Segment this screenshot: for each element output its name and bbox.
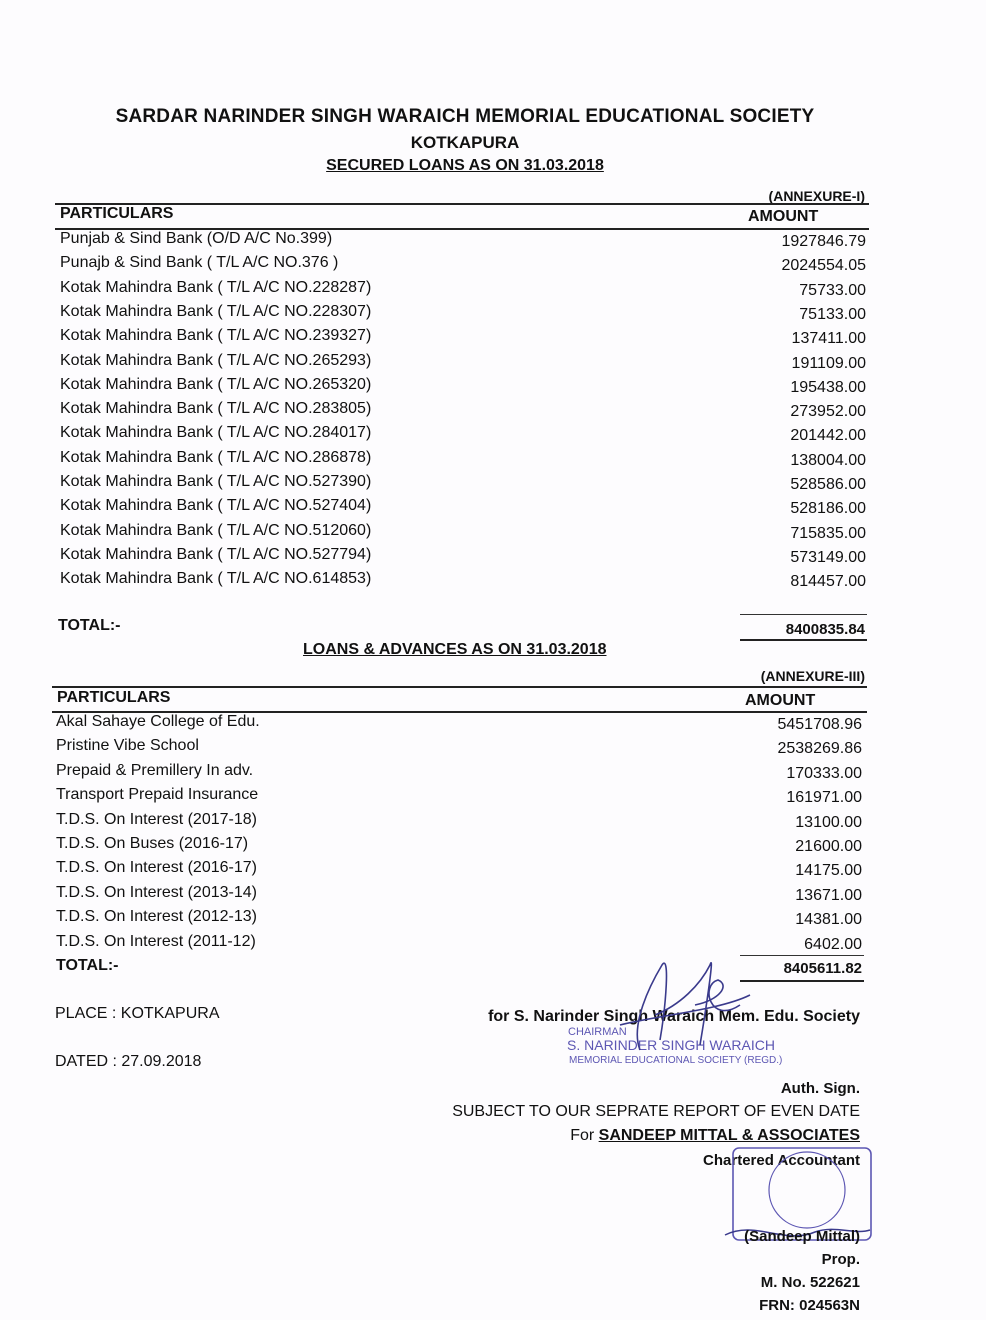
table-row [0, 884, 986, 908]
col-header-amount: AMOUNT [748, 208, 819, 225]
total-bottom-rule [740, 639, 867, 641]
row-particulars: Akal Sahaye College of Edu. [56, 713, 260, 730]
row-amount: 573149.00 [790, 548, 866, 566]
table2-top-rule [52, 686, 867, 688]
table-row [0, 497, 986, 521]
table-row [0, 424, 986, 448]
row-amount: 195438.00 [790, 378, 866, 396]
table-row [0, 376, 986, 400]
row-particulars: Kotak Mahindra Bank ( T/L A/C NO.512060) [60, 521, 372, 539]
frn-number: FRN: 024563N [759, 1297, 860, 1314]
row-particulars: Kotak Mahindra Bank ( T/L A/C NO.228307) [60, 302, 372, 320]
loans-advances-title: LOANS & ADVANCES AS ON 31.03.2018 [303, 641, 607, 658]
table-row [0, 279, 986, 303]
stamp-chairman: CHAIRMAN [568, 1026, 627, 1038]
table-row [0, 473, 986, 497]
row-particulars: T.D.S. On Interest (2013-14) [56, 883, 257, 901]
annexure-i-label: (ANNEXURE-I) [768, 188, 865, 204]
designation-label: Chartered Accountant [703, 1152, 860, 1169]
annexure-iii-label: (ANNEXURE-III) [760, 668, 865, 684]
dated-label: DATED : 27.09.2018 [55, 1053, 202, 1070]
firm-name: SANDEEP MITTAL & ASSOCIATES [598, 1127, 860, 1144]
row-amount: 715835.00 [790, 524, 866, 542]
table-row [0, 786, 986, 810]
row-particulars: T.D.S. On Interest (2016-17) [56, 859, 257, 877]
stamp-society-name: S. NARINDER SINGH WARAICH [567, 1037, 775, 1053]
membership-number: M. No. 522621 [760, 1274, 860, 1291]
row-amount: 13671.00 [795, 886, 862, 904]
row-amount: 13100.00 [795, 813, 862, 831]
table-row [0, 546, 986, 570]
table-row [0, 449, 986, 473]
org-title: SARDAR NARINDER SINGH WARAICH MEMORIAL EDUCATIONAL SOCIETY [115, 106, 815, 127]
table-row [0, 400, 986, 424]
total-top-rule [740, 614, 867, 615]
row-amount: 75133.00 [799, 305, 866, 323]
signatory-name: (Sandeep Mittal) [744, 1228, 860, 1245]
table-row [0, 933, 986, 957]
row-amount: 137411.00 [791, 330, 866, 348]
col2-header-amount: AMOUNT [745, 692, 816, 709]
row-amount: 14381.00 [795, 911, 862, 929]
row-amount: 2024554.05 [781, 257, 866, 275]
advances-total-amount: 8405611.82 [783, 960, 862, 977]
col2-header-particulars: PARTICULARS [57, 689, 171, 706]
subject-to-report-line: SUBJECT TO OUR SEPRATE REPORT OF EVEN DATE [452, 1103, 860, 1120]
row-amount: 814457.00 [790, 573, 866, 591]
row-particulars: Pristine Vibe School [56, 737, 199, 755]
row-amount: 201442.00 [790, 427, 866, 445]
row-particulars: Punajb & Sind Bank ( T/L A/C NO.376 ) [60, 254, 339, 272]
org-city: KOTKAPURA [410, 133, 520, 152]
row-amount: 5451708.96 [777, 716, 862, 733]
for-society-line: for S. Narinder Singh Waraich Mem. Edu. Society [488, 1008, 860, 1025]
secured-loans-title: SECURED LOANS AS ON 31.03.2018 [326, 157, 604, 174]
row-particulars: T.D.S. On Buses (2016-17) [56, 835, 249, 852]
signatory-role: Prop. [821, 1251, 860, 1268]
row-particulars: Kotak Mahindra Bank ( T/L A/C NO.228287) [60, 278, 372, 296]
row-particulars: Punjab & Sind Bank (O/D A/C No.399) [60, 230, 333, 247]
row-particulars: T.D.S. On Interest (2017-18) [56, 810, 257, 828]
table-row [0, 303, 986, 327]
table-row [0, 352, 986, 376]
table-row [0, 908, 986, 932]
table-row [0, 327, 986, 351]
table-row [0, 254, 986, 278]
table-row [0, 811, 986, 835]
row-amount: 191109.00 [791, 354, 866, 372]
row-particulars: Kotak Mahindra Bank ( T/L A/C NO.527390) [60, 473, 372, 490]
row-particulars: Kotak Mahindra Bank ( T/L A/C NO.239327) [60, 327, 372, 345]
table-row [0, 570, 986, 594]
table-row [0, 230, 986, 254]
row-amount: 528186.00 [790, 500, 866, 518]
row-amount: 528586.00 [790, 476, 866, 493]
row-particulars: Prepaid & Premillery In adv. [56, 761, 254, 779]
table-row [0, 762, 986, 786]
row-particulars: T.D.S. On Interest (2012-13) [56, 908, 257, 926]
advances-total-label: TOTAL:- [56, 957, 119, 974]
chairman-signature-graphic [600, 945, 760, 1075]
row-particulars: Kotak Mahindra Bank ( T/L A/C NO.527404) [60, 497, 372, 515]
table-row [0, 835, 986, 859]
table-row [0, 737, 986, 761]
row-amount: 2538269.86 [777, 740, 862, 758]
row-particulars: Kotak Mahindra Bank ( T/L A/C NO.286878) [60, 448, 372, 466]
table-row [0, 713, 986, 737]
row-amount: 161971.00 [786, 789, 862, 807]
row-amount: 170333.00 [786, 764, 862, 782]
table-top-rule [55, 203, 869, 205]
secured-total-label: TOTAL:- [58, 617, 121, 634]
for-prefix: For [570, 1127, 595, 1144]
table-row [0, 522, 986, 546]
place-label: PLACE : KOTKAPURA [55, 1005, 220, 1022]
row-amount: 75733.00 [799, 281, 866, 299]
row-particulars: Kotak Mahindra Bank ( T/L A/C NO.614853) [60, 570, 372, 588]
row-amount: 138004.00 [790, 451, 866, 469]
table-row [0, 859, 986, 883]
row-particulars: Kotak Mahindra Bank ( T/L A/C NO.283805) [60, 400, 372, 418]
auth-sign-label: Auth. Sign. [780, 1080, 860, 1097]
col-header-particulars: PARTICULARS [60, 205, 174, 222]
row-particulars: Transport Prepaid Insurance [56, 786, 259, 804]
row-amount: 14175.00 [795, 862, 862, 880]
row-amount: 273952.00 [790, 403, 866, 421]
row-particulars: T.D.S. On Interest (2011-12) [56, 932, 256, 950]
secured-total-amount: 8400835.84 [785, 621, 865, 638]
row-amount: 6402.00 [804, 935, 862, 953]
row-particulars: Kotak Mahindra Bank ( T/L A/C NO.284017) [60, 424, 372, 442]
row-particulars: Kotak Mahindra Bank ( T/L A/C NO.265293) [60, 351, 372, 369]
row-amount: 1927846.79 [781, 233, 866, 250]
row-amount: 21600.00 [795, 838, 862, 855]
row-particulars: Kotak Mahindra Bank ( T/L A/C NO.265320) [60, 375, 372, 393]
row-particulars: Kotak Mahindra Bank ( T/L A/C NO.527794) [60, 545, 372, 563]
stamp-society-regd: MEMORIAL EDUCATIONAL SOCIETY (REGD.) [569, 1055, 783, 1066]
